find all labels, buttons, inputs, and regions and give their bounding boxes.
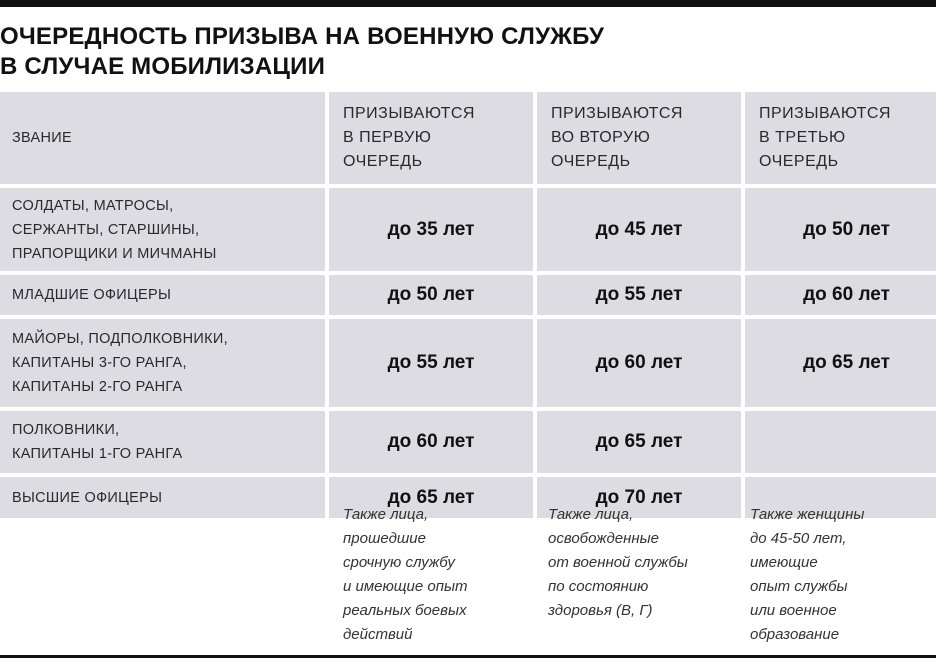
age-limit-cell: до 50 лет [329, 275, 533, 315]
column-header-line: ОЧЕРЕДЬ [759, 153, 839, 170]
column-header-first [329, 92, 533, 184]
rank-line: ПРАПОРЩИКИ И МИЧМАНЫ [12, 245, 217, 262]
note-line: Также женщины [750, 506, 865, 523]
rank-header-label: ЗВАНИЕ [12, 130, 72, 146]
note-line: Также лица, [548, 506, 634, 523]
rank-line: КАПИТАНЫ 3-ГО РАНГА, [12, 355, 187, 371]
age-limit-cell: до 55 лет [329, 319, 533, 407]
page-title [0, 22, 936, 82]
title-line-1: ОЧЕРЕДНОСТЬ ПРИЗЫВА НА ВОЕННУЮ СЛУЖБУ [0, 23, 605, 50]
rank-line: МАЙОРЫ, ПОДПОЛКОВНИКИ, [12, 331, 228, 347]
note-line: Также лица, [343, 506, 429, 523]
note-line: и имеющие опыт [343, 578, 468, 595]
rank-line: СОЛДАТЫ, МАТРОСЫ, [12, 197, 174, 214]
note-line: действий [343, 626, 413, 643]
table-row-rank [0, 411, 325, 473]
bottom-rule [0, 655, 936, 658]
top-rule [0, 0, 936, 7]
note-line: от военной службы [548, 554, 688, 571]
empty-cell [745, 411, 936, 473]
note-line: до 45-50 лет, [750, 530, 847, 547]
table-row-rank [0, 188, 325, 271]
rank-header [0, 92, 325, 184]
note-third-queue [750, 503, 864, 647]
note-line: по состоянию [548, 578, 649, 595]
column-header-line: ПРИЗЫВАЮТСЯ [759, 105, 891, 122]
rank-line: ВЫСШИЕ ОФИЦЕРЫ [12, 489, 163, 506]
note-line: освобожденные [548, 530, 659, 547]
rank-line: КАПИТАНЫ 1-ГО РАНГА [12, 446, 183, 462]
note-line: прошедшие [343, 530, 426, 547]
column-header-line: В ТРЕТЬЮ [759, 129, 846, 146]
note-line: здоровья (В, Г) [548, 602, 653, 619]
note-line: срочную службу [343, 554, 455, 571]
note-first-queue [343, 503, 468, 647]
column-header-line: ОЧЕРЕДЬ [551, 153, 631, 170]
age-limit-cell: до 50 лет [745, 188, 936, 271]
note-line: реальных боевых [343, 602, 467, 619]
note-line: образование [750, 626, 840, 643]
age-limit-cell: до 60 лет [745, 275, 936, 315]
column-header-third [745, 92, 936, 184]
age-limit-cell: до 65 лет [537, 411, 741, 473]
rank-line: МЛАДШИЕ ОФИЦЕРЫ [12, 287, 172, 303]
footnotes [0, 503, 936, 653]
age-limit-cell: до 45 лет [537, 188, 741, 271]
column-header-line: ПРИЗЫВАЮТСЯ [551, 105, 683, 122]
age-limit-cell: до 35 лет [329, 188, 533, 271]
age-limit-cell: до 60 лет [537, 319, 741, 407]
note-second-queue [548, 503, 688, 623]
rank-line: СЕРЖАНТЫ, СТАРШИНЫ, [12, 221, 200, 238]
age-limit-cell: до 65 лет [329, 477, 533, 518]
note-line: или военное [750, 602, 837, 619]
column-header-line: ОЧЕРЕДЬ [343, 153, 423, 170]
column-header-second [537, 92, 741, 184]
title-line-2: В СЛУЧАЕ МОБИЛИЗАЦИИ [0, 53, 326, 80]
note-line: опыт службы [750, 578, 848, 595]
age-limit-cell: до 65 лет [745, 319, 936, 407]
table-row-rank [0, 275, 325, 315]
table-row-rank [0, 319, 325, 407]
column-header-line: ПРИЗЫВАЮТСЯ [343, 105, 475, 122]
age-limit-cell: до 55 лет [537, 275, 741, 315]
rank-line: КАПИТАНЫ 2-ГО РАНГА [12, 379, 183, 395]
conscription-table [0, 92, 936, 518]
age-limit-cell: до 60 лет [329, 411, 533, 473]
column-header-line: ВО ВТОРУЮ [551, 129, 651, 146]
note-line: имеющие [750, 554, 818, 571]
rank-line: ПОЛКОВНИКИ, [12, 422, 120, 438]
age-limit-cell: до 70 лет [537, 477, 741, 518]
column-header-line: В ПЕРВУЮ [343, 129, 432, 146]
